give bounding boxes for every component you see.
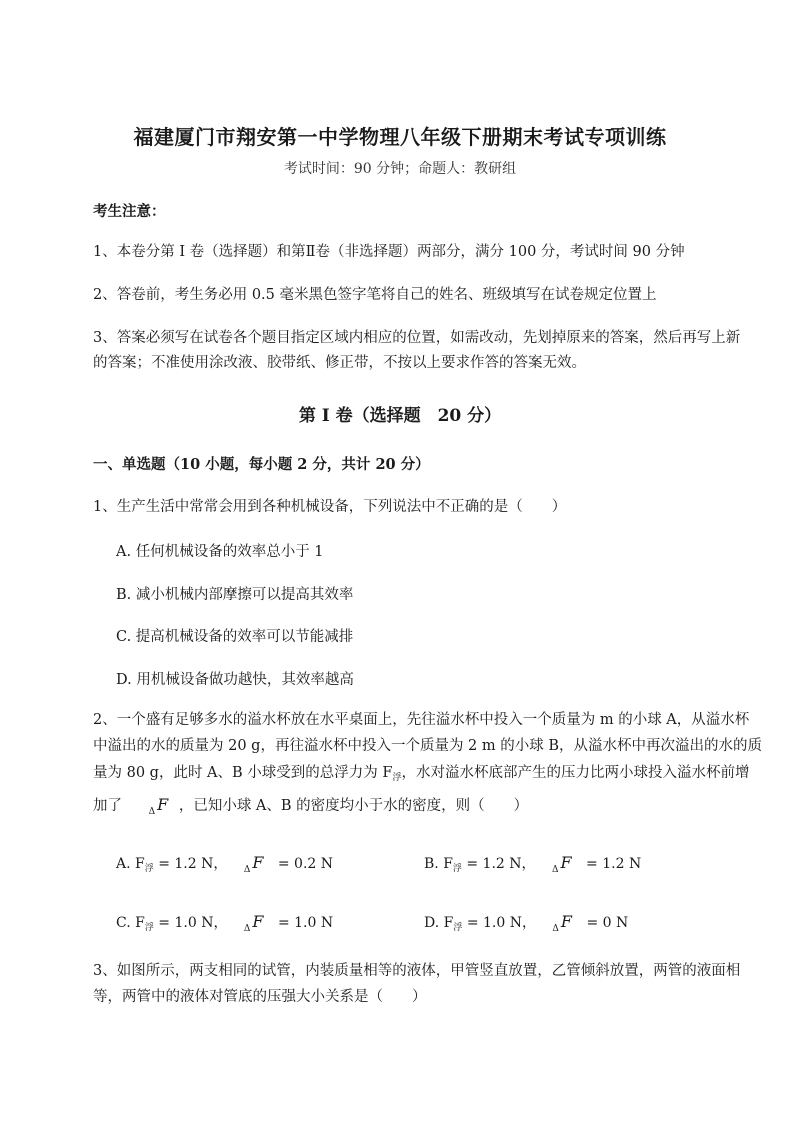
q1-option-b: B. 减小机械内部摩擦可以提高其效率	[116, 587, 354, 603]
part-heading: 一、单选题（10 小题，每小题 2 分，共计 20 分）	[93, 456, 430, 473]
question-3-line: 3、如图所示，两支相同的试管，内装质量相等的液体，甲管竖直放置，乙管倾斜放置，两管的液面相	[93, 963, 741, 979]
question-1-stem: 1、生产生活中常常会用到各种机械设备，下列说法中不正确的是（ ）	[93, 499, 567, 515]
q1-option-a: A. 任何机械设备的效率总小于 1	[116, 544, 324, 560]
question-2-line: 加了 $_\Delta$ F ，已知小球 A、B 的密度均小于水的密度，则（ ）	[93, 795, 529, 817]
notice-item: 3、答案必须写在试卷各个题目指定区域内相应的位置，如需改动，先划掉原来的答案，然后再写上新	[93, 330, 741, 346]
notice-item: 2、答卷前，考生务必用 0.5 毫米黑色签字笔将自己的姓名、班级填写在试卷规定位置上	[93, 287, 657, 303]
question-2-line: 量为 80 g，此时 A、B 小球受到的总浮力为 $F_浮$，水对溢水杯底部产生的压力比两小球投入溢水杯前增	[93, 765, 750, 783]
q1-option-d: D. 用机械设备做功越快，其效率越高	[116, 672, 354, 688]
force-symbol: F	[157, 795, 169, 814]
q2-option-b: B. $F_浮 = 1.2$ N， $_\Delta$ F = 1.2 N	[424, 853, 642, 875]
question-3-line: 等，两管中的液体对管底的压强大小关系是（ ）	[93, 989, 427, 1005]
page-title: 福建厦门市翔安第一中学物理八年级下册期末考试专项训练	[133, 125, 667, 149]
notice-heading: 考生注意：	[93, 203, 166, 220]
delta-symbol: Δ	[148, 807, 156, 817]
notice-item: 1、本卷分第 I 卷（选择题）和第Ⅱ卷（非选择题）两部分，满分 100 分，考试时间 90 分钟	[93, 244, 685, 260]
question-2-line: 中溢出的水的质量为 20 g，再往溢水杯中投入一个质量为 2 m 的小球 B，从溢水杯中再次溢出的水的质	[93, 738, 763, 754]
notice-item: 的答案；不准使用涂改液、胶带纸、修正带，不按以上要求作答的答案无效。	[93, 355, 586, 371]
question-2-line: 2、一个盛有足够多水的溢水杯放在水平桌面上，先往溢水杯中投入一个质量为 m 的小球 A，从溢水杯	[93, 712, 750, 728]
q2-option-c: C. $F_浮 = 1.0$ N， $_\Delta$ F = 1.0 N	[116, 912, 334, 934]
section-title: 第 I 卷（选择题 20 分）	[298, 406, 502, 426]
subscript-float: 浮	[392, 773, 402, 783]
q2-option-d: D. $F_浮 = 1.0$ N， $_\Delta$ F = 0 N	[424, 912, 629, 934]
q1-option-c: C. 提高机械设备的效率可以节能减排	[116, 629, 354, 645]
q2-option-a: A. $F_浮 = 1.2$ N， $_\Delta$ F = 0.2 N	[116, 853, 334, 875]
exam-subtitle: 考试时间：90 分钟；命题人：教研组	[283, 161, 517, 177]
